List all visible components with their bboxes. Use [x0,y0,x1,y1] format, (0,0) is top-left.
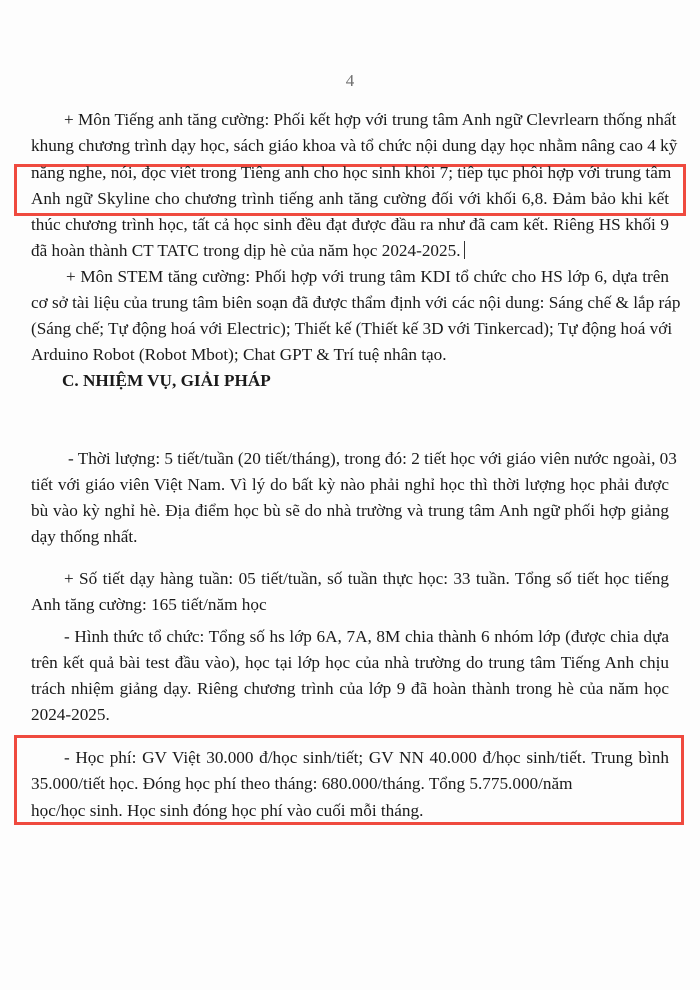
text-line: Anh tăng cường: 165 tiết/năm học [31,595,267,614]
text-line: thúc chương trình học, tất cả học sinh đều đạt được đầu ra như đã cam kết. Riêng HS khối 9 [31,215,669,234]
text-line: cơ sở tài liệu của trung tâm biên soạn đã được thẩm định với các nội dung: Sáng chế & lắp ráp [31,293,681,312]
text-line: Anh ngữ Skyline cho chương trình tiếng anh tăng cường đối với khối 6,8. Đảm bảo khi kết [31,189,669,208]
section-heading: C. NHIỆM VỤ, GIẢI PHÁP [62,371,271,390]
text-line: - Học phí: GV Việt 30.000 đ/học sinh/tiết; GV NN 40.000 đ/học sinh/tiết. Trung bình [64,748,669,767]
text-line: dạy thống nhất. [31,527,138,546]
text-line: - Hình thức tổ chức: Tổng số hs lớp 6A, 7A, 8M chia thành 6 nhóm lớp (được chia dựa [64,627,669,646]
text-line: 35.000/tiết học. Đóng học phí theo tháng: 680.000/tháng. Tổng 5.775.000/năm [31,774,573,793]
text-line: trách nhiệm giảng dạy. Riêng chương trình của lớp 9 đã hoàn thành trong hè của năm học [31,679,669,698]
text-line-with-cursor[interactable] [31,240,669,262]
text-cursor [464,241,465,259]
page-number: 4 [345,71,355,90]
text-line: + Số tiết dạy hàng tuần: 05 tiết/tuần, số tuần thực học: 33 tuần. Tổng số tiết học tiếng [64,569,669,588]
text-line: khung chương trình dạy học, sách giáo khoa và tổ chức nội dung dạy học nhằm nâng cao 4 kỹ [31,136,678,155]
text-line: trên kết quả bài test đầu vào), học tại lớp học của nhà trường do trung tâm Tiếng Anh chịu [31,653,669,672]
text-line: đã hoàn thành CT TATC trong dịp hè của năm học 2024-2025. [31,241,461,260]
text-line: - Thời lượng: 5 tiết/tuần (20 tiết/tháng), trong đó: 2 tiết học với giáo viên nước ngoài, 03 [68,449,677,468]
text-line: (Sáng chế; Tự động hoá với Electric); Thiết kế (Thiết kế 3D với Tinkercad); Tự động hoá với [31,319,673,338]
text-line: học/học sinh. Học sinh đóng học phí vào cuối mỗi tháng. [31,801,424,820]
text-line: 2024-2025. [31,705,110,724]
text-line: + Môn STEM tăng cường: Phối hợp với trung tâm KDI tổ chức cho HS lớp 6, dựa trên [66,267,669,286]
text-line: bù vào kỳ nghỉ hè. Địa điểm học bù sẽ do nhà trường và trung tâm Anh ngữ phối hợp giảng [31,501,669,520]
text-line: tiết với giáo viên Việt Nam. Vì lý do bất kỳ nào phải nghỉ học thì thời lượng học phải được [31,475,669,494]
text-line: Arduino Robot (Robot Mbot); Chat GPT & Trí tuệ nhân tạo. [31,345,447,364]
text-line: năng nghe, nói, đọc viêt trong Tiêng anh cho học sinh khôi 7; tiêp tục phôi hợp với trung tâm [31,163,672,182]
text-line: + Môn Tiếng anh tăng cường: Phối kết hợp với trung tâm Anh ngữ Clevrlearn thống nhất [64,110,677,129]
